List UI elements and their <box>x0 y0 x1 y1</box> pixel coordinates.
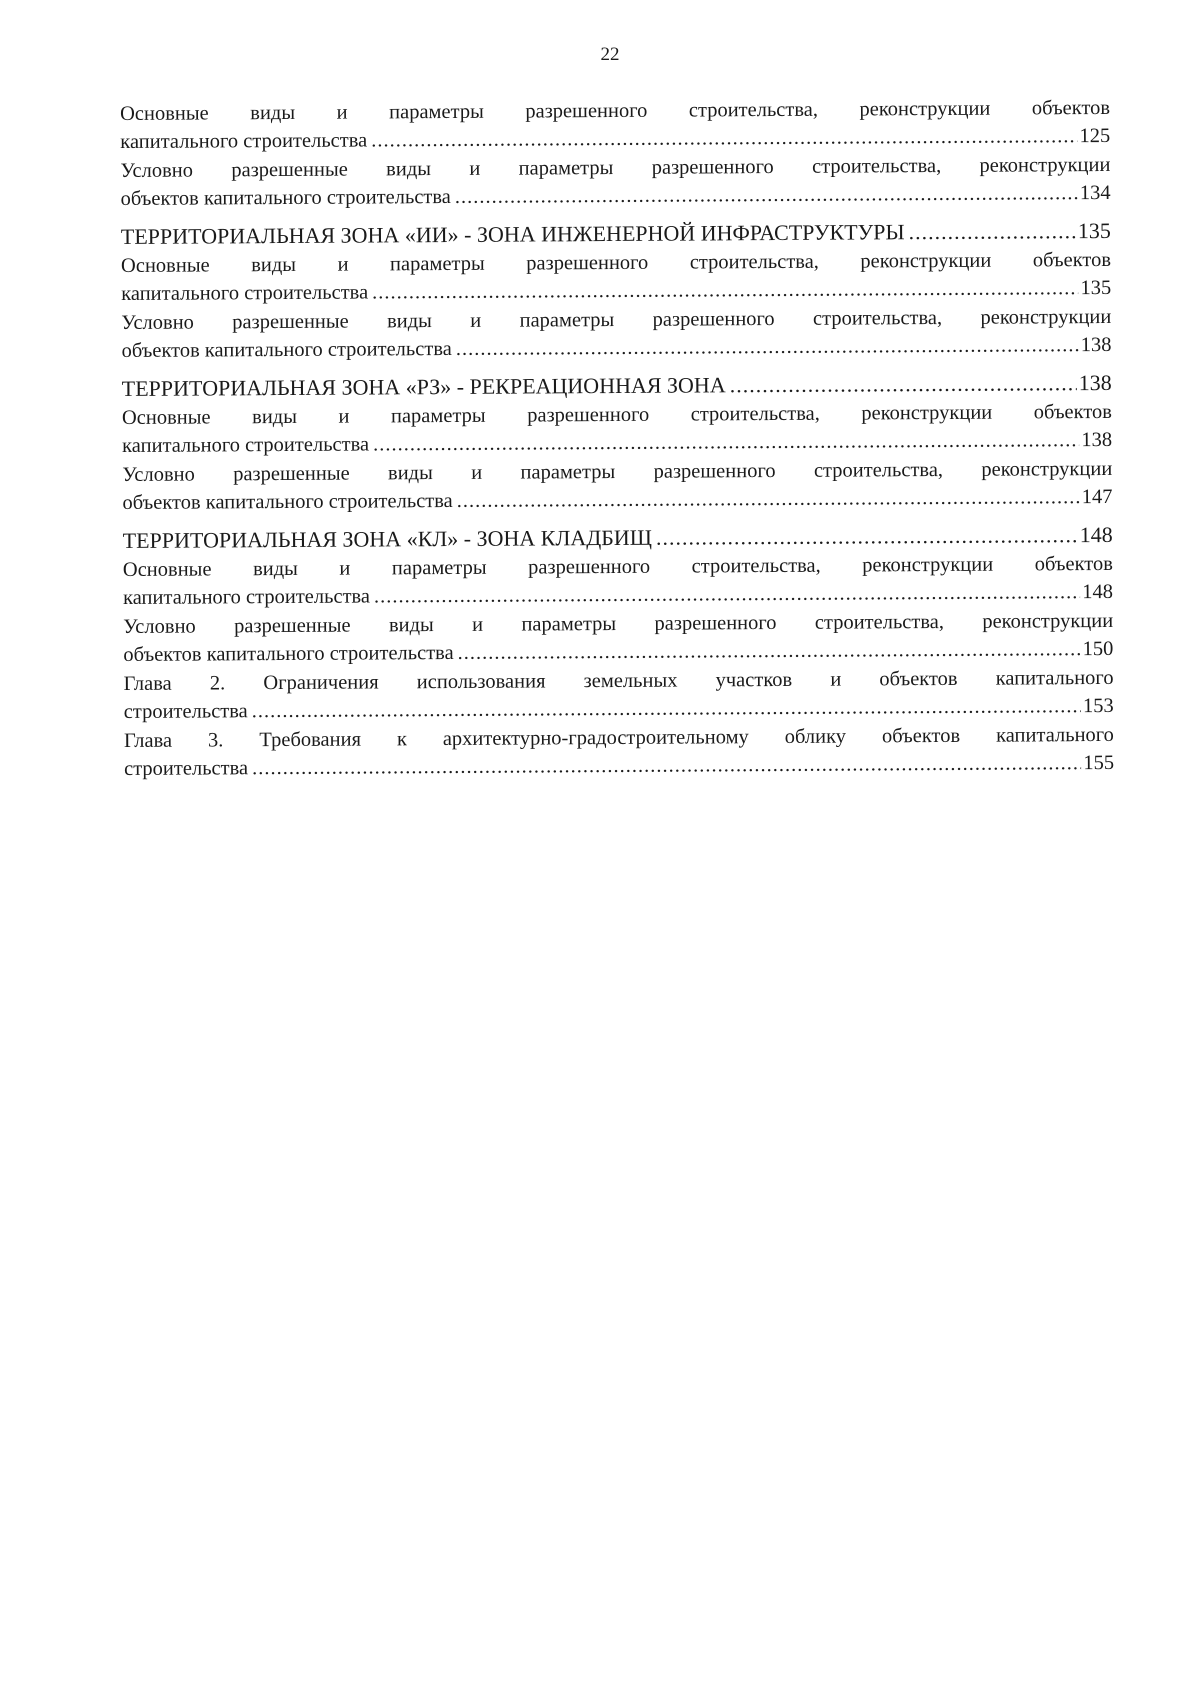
toc-entry-page: 155 <box>1083 751 1115 775</box>
toc-heading-title: ТЕРРИТОРИАЛЬНАЯ ЗОНА «ИИ» - ЗОНА ИНЖЕНЕРНОЙ ИНФРАСТРУКТУРЫ <box>120 219 905 249</box>
toc-entry-title-cont: объектов капитального строительства <box>122 489 453 514</box>
toc-entry-title: Глава 3. Требования к архитектурно-градостроительному облику объектов капитального <box>123 723 1114 752</box>
toc-entry[interactable] <box>122 398 1112 460</box>
dot-leader <box>458 635 1081 667</box>
toc-heading-title: ТЕРРИТОРИАЛЬНАЯ ЗОНА «КЛ» - ЗОНА КЛАДБИЩ <box>122 524 653 553</box>
dot-leader <box>252 749 1081 782</box>
dot-leader <box>730 369 1077 399</box>
toc-entry-page: 138 <box>1080 333 1112 357</box>
toc-entry-title-cont: капитального строительства <box>121 281 369 305</box>
toc-entry-page: 135 <box>1077 217 1111 244</box>
toc-entry-title: Условно разрешенные виды и параметры разрешенного строительства, реконструкции <box>123 609 1114 638</box>
toc-entry-title: Глава 2. Ограничения использования земельных участков и объектов капитального <box>123 666 1114 695</box>
toc-entry[interactable] <box>122 455 1112 517</box>
toc-entry[interactable] <box>123 664 1113 726</box>
page-number: 22 <box>600 44 620 65</box>
toc-entry-page: 134 <box>1079 181 1111 205</box>
toc-entry-title: Основные виды и параметры разрешенного строительства, реконструкции объектов <box>120 248 1112 277</box>
toc-entry-title-cont: строительства <box>124 757 249 780</box>
toc-entry-page: 135 <box>1080 276 1112 300</box>
toc-entry-page: 148 <box>1079 521 1113 548</box>
toc-entry-page: 147 <box>1081 485 1113 509</box>
toc-entry-title-cont: капитального строительства <box>122 433 370 457</box>
table-of-contents <box>120 94 1114 784</box>
dot-leader <box>374 578 1080 610</box>
toc-entry-page: 148 <box>1082 580 1114 604</box>
dot-leader <box>656 521 1078 552</box>
dot-leader <box>373 426 1079 458</box>
toc-entry[interactable] <box>123 550 1113 612</box>
dot-leader <box>457 483 1080 515</box>
dot-leader <box>371 122 1077 154</box>
toc-entry-title: Основные виды и параметры разрешенного строительства, реконструкции объектов <box>120 96 1111 125</box>
toc-entry[interactable] <box>123 607 1113 669</box>
toc-entry-title: Основные виды и параметры разрешенного строительства, реконструкции объектов <box>122 552 1113 581</box>
dot-leader <box>252 692 1081 725</box>
toc-entry-title-cont: объектов капитального строительства <box>120 185 451 210</box>
dot-leader <box>372 274 1078 306</box>
toc-entry-page: 150 <box>1082 637 1114 661</box>
toc-entry-title: Условно разрешенные виды и параметры разрешенного строительства, реконструкции <box>120 153 1111 182</box>
toc-entry-title-cont: капитального строительства <box>122 585 371 609</box>
toc-entry-page: 138 <box>1081 428 1113 452</box>
toc-entry[interactable] <box>124 721 1114 783</box>
dot-leader <box>456 331 1079 363</box>
toc-entry-page: 153 <box>1082 694 1114 718</box>
dot-leader <box>909 217 1076 246</box>
toc-entry-title: Условно разрешенные виды и параметры разрешенного строительства, реконструкции <box>121 305 1112 334</box>
toc-entry-title: Условно разрешенные виды и параметры разрешенного строительства, реконструкции <box>122 457 1113 486</box>
toc-entry[interactable] <box>121 303 1111 365</box>
toc-entry-title-cont: объектов капитального строительства <box>123 641 454 666</box>
toc-entry-title-cont: капитального строительства <box>120 129 368 153</box>
toc-entry[interactable] <box>120 94 1110 156</box>
toc-entry-title-cont: строительства <box>123 700 248 723</box>
toc-entry[interactable] <box>120 151 1110 213</box>
toc-heading-title: ТЕРРИТОРИАЛЬНАЯ ЗОНА «РЗ» - РЕКРЕАЦИОННАЯ ЗОНА <box>121 372 726 401</box>
dot-leader <box>455 179 1078 211</box>
toc-entry-title: Основные виды и параметры разрешенного строительства, реконструкции объектов <box>121 400 1112 429</box>
toc-entry[interactable] <box>121 246 1111 308</box>
toc-entry-title-cont: объектов капитального строительства <box>121 337 452 362</box>
toc-entry-page: 125 <box>1079 124 1111 148</box>
toc-entry-page: 138 <box>1078 369 1112 396</box>
